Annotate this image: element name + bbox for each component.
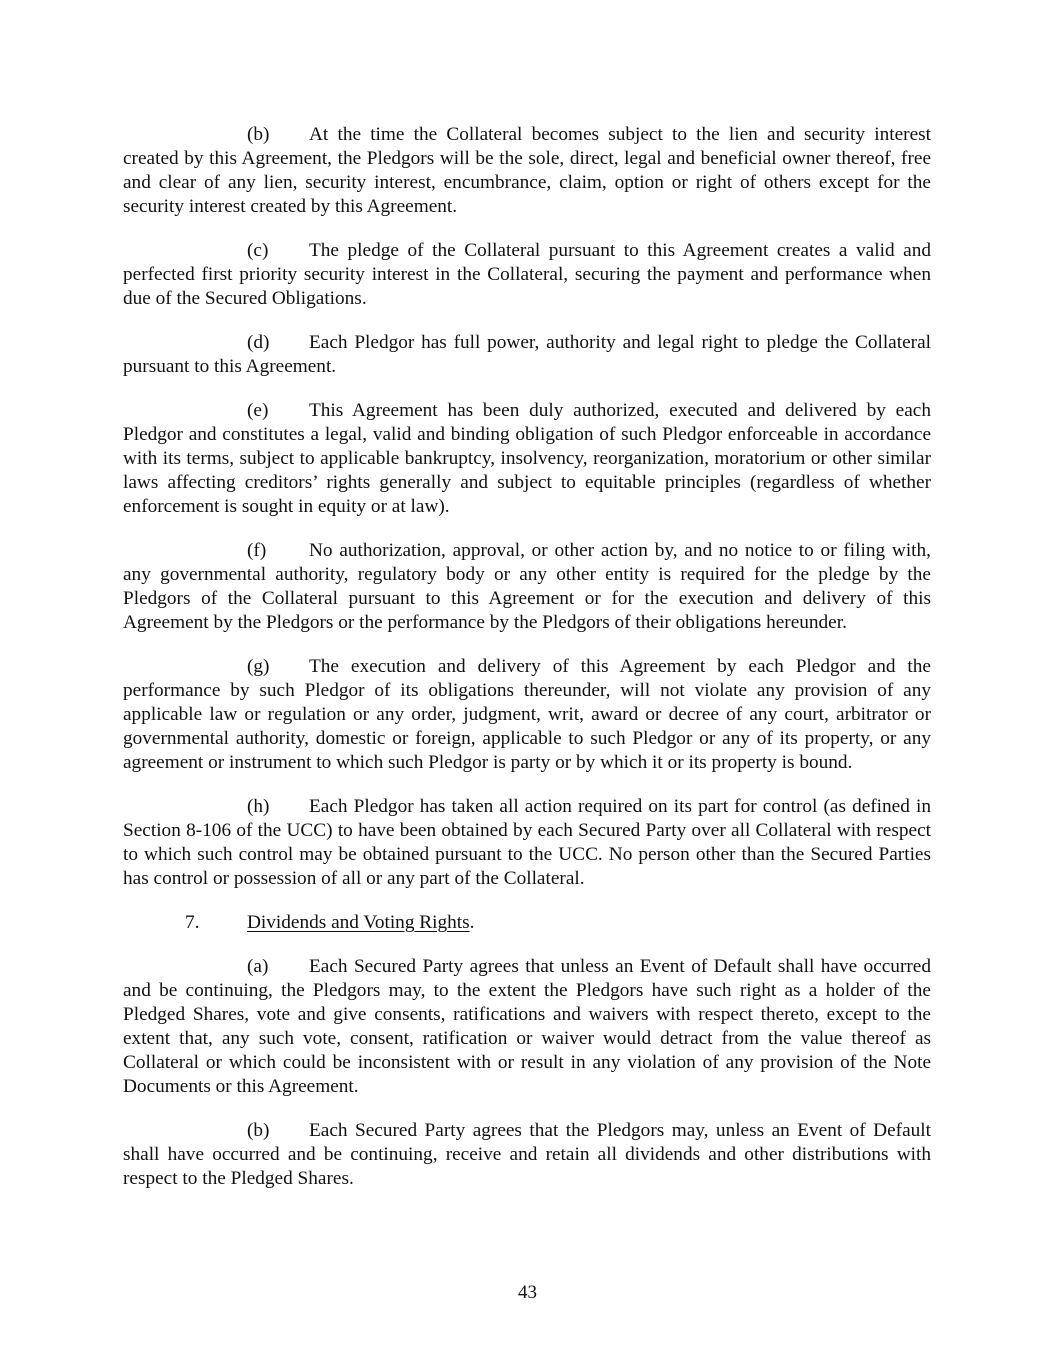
paragraph-6e xyxy=(123,399,931,519)
paragraph-text: This Agreement has been duly authorized, executed and delivered by each Pledgor and constitutes a legal, valid and binding obligation of such Pledgor enforceable in accordance with its terms, subject to applicable bankruptcy, insolvency, reorganization, moratorium or other similar laws affecting creditors’ rights generally and subject to equitable principles (regardless of whether enforcement is sought in equity or at law). xyxy=(123,400,931,517)
paragraph-7a xyxy=(123,955,931,1099)
paragraph-label: (b) xyxy=(247,1120,270,1141)
section-heading xyxy=(123,911,931,935)
paragraph-text: Each Secured Party agrees that unless an Event of Default shall have occurred and be continuing, the Pledgors may, to the extent the Pledgors have such right as a holder of the Pledged Shares, vote and give consents, ratifications and waivers with respect thereto, except to the extent that, any such vote, consent, ratification or waiver would detract from the value thereof as Collateral or which could be inconsistent with or result in any violation of any provision of the Note Documents or this Agreement. xyxy=(123,956,931,1097)
paragraph-6g xyxy=(123,655,931,775)
page-number: 43 xyxy=(518,1282,537,1303)
paragraph-text: The execution and delivery of this Agreement by each Pledgor and the performance by such Pledgor of its obligations thereunder, will not violate any provision of any applicable law or regulation or any order, judgment, writ, award or decree of any court, arbitrator or governmental authority, domestic or foreign, applicable to such Pledgor or any of its property, or any agreement or instrument to which such Pledgor is party or by which it or its property is bound. xyxy=(123,656,931,773)
paragraph-text: Each Pledgor has taken all action required on its part for control (as defined in Section 8-106 of the UCC) to have been obtained by each Secured Party over all Collateral with respect to which such control may be obtained pursuant to the UCC. No person other than the Secured Parties has control or possession of all or any part of the Collateral. xyxy=(123,796,931,889)
paragraph-7b xyxy=(123,1119,931,1191)
paragraph-label: (g) xyxy=(247,656,270,677)
paragraph-label: (b) xyxy=(247,124,270,145)
paragraph-6b xyxy=(123,123,931,219)
paragraph-label: (f) xyxy=(247,540,267,561)
section-number: 7. xyxy=(185,912,200,933)
paragraph-text: Each Pledgor has full power, authority and legal right to pledge the Collateral pursuant to this Agreement. xyxy=(123,332,931,377)
paragraph-label: (d) xyxy=(247,332,270,353)
paragraph-text: The pledge of the Collateral pursuant to this Agreement creates a valid and perfected first priority security interest in the Collateral, securing the payment and performance when due of the Secured Obligations. xyxy=(123,240,931,309)
paragraph-6d xyxy=(123,331,931,379)
paragraph-text: No authorization, approval, or other action by, and no notice to or filing with, any governmental authority, regulatory body or any other entity is required for the pledge by the Pledgors of the Collateral pursuant to this Agreement or for the execution and delivery of this Agreement by the Pledgors or the performance by the Pledgors of their obligations hereunder. xyxy=(123,540,931,633)
paragraph-6c xyxy=(123,239,931,311)
section-title-suffix: . xyxy=(469,912,475,933)
paragraph-6h xyxy=(123,795,931,891)
section-title: Dividends and Voting Rights xyxy=(247,912,470,933)
paragraph-text: Each Secured Party agrees that the Pledgors may, unless an Event of Default shall have occurred and be continuing, receive and retain all dividends and other distributions with respect to the Pledged Shares. xyxy=(123,1120,931,1189)
paragraph-label: (h) xyxy=(247,796,270,817)
paragraph-text: At the time the Collateral becomes subject to the lien and security interest created by this Agreement, the Pledgors will be the sole, direct, legal and beneficial owner thereof, free and clear of any lien, security interest, encumbrance, claim, option or right of others except for the security interest created by this Agreement. xyxy=(123,124,931,217)
document-body xyxy=(123,123,931,1211)
paragraph-label: (a) xyxy=(247,956,269,977)
paragraph-label: (e) xyxy=(247,400,269,421)
paragraph-label: (c) xyxy=(247,240,269,261)
paragraph-6f xyxy=(123,539,931,635)
